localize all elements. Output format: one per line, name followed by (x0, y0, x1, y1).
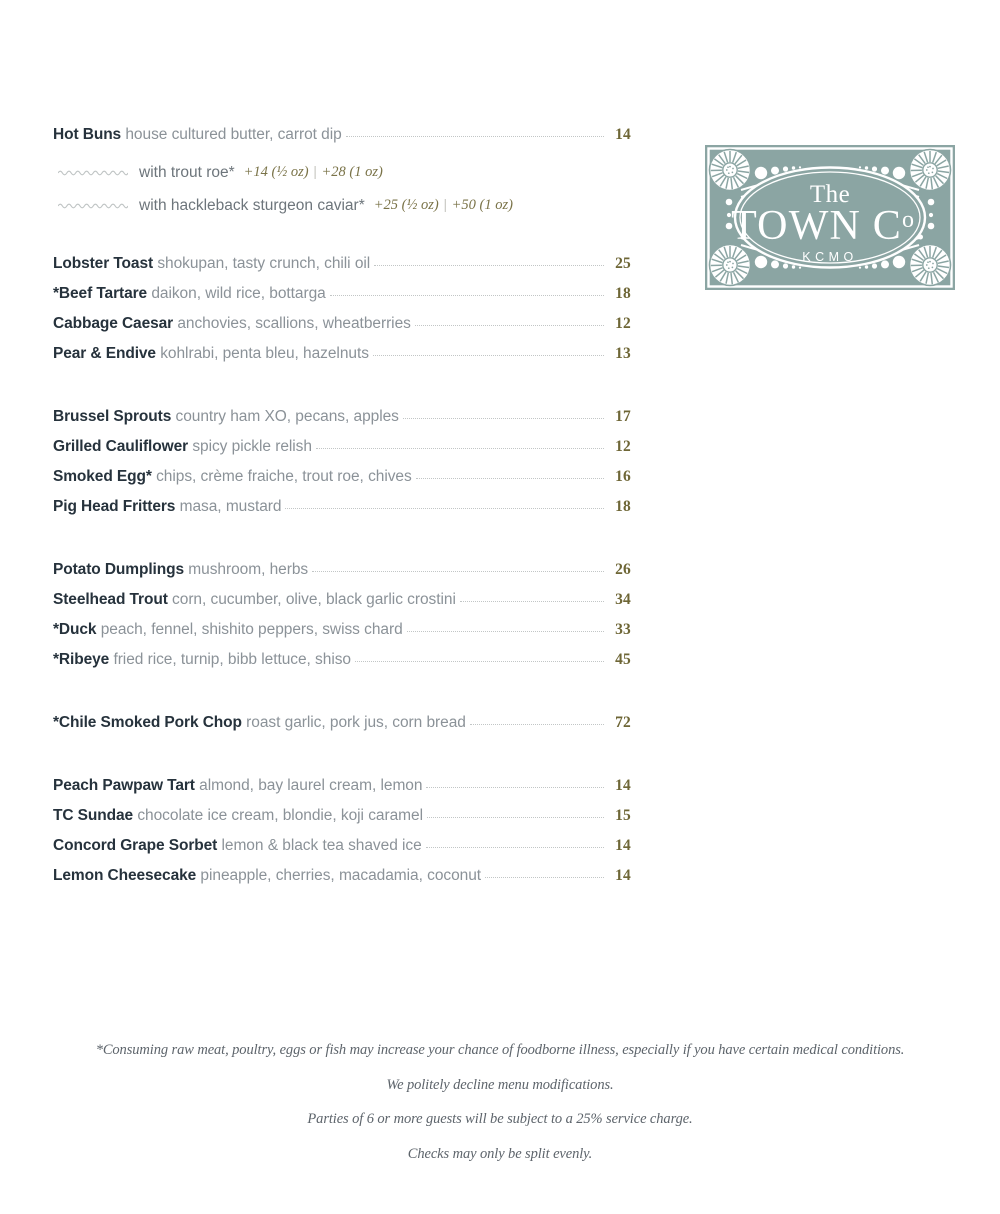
menu-item-description: chips, crème fraiche, trout roe, chives (156, 468, 412, 485)
menu-item-text (53, 714, 466, 732)
menu-item[interactable] (53, 621, 631, 651)
menu-item-text (53, 345, 369, 363)
menu-item-description: fried rice, turnip, bibb lettuce, shiso (113, 651, 351, 668)
menu-item-price: 14 (615, 837, 631, 854)
menu-item-description: pineapple, cherries, macadamia, coconut (200, 867, 482, 884)
menu-item-name: *Ribeye (53, 651, 110, 668)
menu-item-description: roast garlic, pork jus, corn bread (246, 714, 466, 731)
menu-item-text (53, 285, 326, 303)
menu-item[interactable] (53, 285, 631, 315)
menu-item-addon[interactable] (53, 156, 631, 189)
menu-item-name: Lobster Toast (53, 255, 154, 272)
town-co-logo (705, 145, 955, 290)
menu-item[interactable] (53, 498, 631, 528)
menu-item-price: 12 (615, 438, 631, 455)
menu-item-price: 72 (615, 714, 631, 731)
menu-item[interactable] (53, 561, 631, 591)
footer-note: We politely decline menu modifications. (386, 1076, 614, 1093)
menu-item-price: 15 (615, 807, 631, 824)
menu-item-price: 14 (615, 867, 631, 884)
menu-section-starters (53, 255, 631, 375)
menu-item-text (53, 315, 411, 333)
menu-item-description: shokupan, tasty crunch, chili oil (157, 255, 371, 272)
menu-item[interactable] (53, 651, 631, 681)
leader-dots (485, 876, 604, 878)
logo-artwork (705, 145, 955, 290)
menu-item-name: Brussel Sprouts (53, 408, 172, 425)
menu-item-description: daikon, wild rice, bottarga (151, 285, 326, 302)
menu-item-description: lemon & black tea shaved ice (221, 837, 422, 854)
leader-dots (460, 600, 604, 602)
leader-dots (416, 477, 604, 479)
addon-prices (374, 197, 513, 214)
addon-label: with hackleback sturgeon caviar* (139, 196, 365, 214)
menu-item-name: Concord Grape Sorbet (53, 837, 218, 854)
menu-item-price: 14 (615, 126, 631, 143)
logo-line-kcmo: KCMO (802, 250, 858, 264)
menu-item-text (53, 777, 422, 795)
menu-item-text (53, 438, 312, 456)
menu-item[interactable] (53, 345, 631, 375)
menu-item[interactable] (53, 591, 631, 621)
menu-item-name: Smoked Egg* (53, 468, 152, 485)
menu-item-description: masa, mustard (179, 498, 282, 515)
menu-section-large-format (53, 714, 631, 744)
leader-dots (415, 324, 604, 326)
menu-item-name: Hot Buns (53, 126, 122, 143)
menu-item-price: 26 (615, 561, 631, 578)
menu-item-name: TC Sundae (53, 807, 134, 824)
footer-note: Parties of 6 or more guests will be subject to a 25% service charge. (307, 1111, 693, 1127)
menu-item-price: 45 (615, 651, 631, 668)
addon-price-half: +25 (½ oz) (373, 197, 439, 213)
menu-item-price: 14 (615, 777, 631, 794)
menu-item-text (53, 255, 370, 273)
menu-item[interactable] (53, 255, 631, 285)
menu-item[interactable] (53, 777, 631, 807)
menu-item-description: mushroom, herbs (188, 561, 309, 578)
menu-item-text (53, 837, 422, 855)
menu-item[interactable] (53, 408, 631, 438)
leader-dots (470, 723, 604, 725)
addon-label: with trout roe* (139, 163, 235, 181)
menu-item-price: 16 (615, 468, 631, 485)
menu-item-text (53, 468, 412, 486)
menu-item-description: spicy pickle relish (192, 438, 312, 455)
menu-item[interactable] (53, 468, 631, 498)
menu-item-name: Steelhead Trout (53, 591, 168, 608)
menu-item-description: house cultured butter, carrot dip (125, 126, 342, 143)
menu-item-price: 18 (615, 285, 631, 302)
leader-dots (330, 294, 604, 296)
menu-item-price: 12 (615, 315, 631, 332)
menu-item[interactable] (53, 315, 631, 345)
leader-dots (346, 135, 604, 137)
addon-separator: | (443, 197, 447, 213)
footer-note: *Consuming raw meat, poultry, eggs or fish may increase your chance of foodborne illness, especially if you have certain medical conditions. (95, 1042, 905, 1058)
menu-footer-notes (0, 1043, 1000, 1161)
menu-item-description: country ham XO, pecans, apples (175, 408, 399, 425)
logo-line-town-co: TOWN $C^o$. (731, 203, 927, 249)
menu-item-text (53, 591, 456, 609)
menu-item-name: Grilled Cauliflower (53, 438, 189, 455)
menu-list (53, 126, 631, 897)
leader-dots (426, 846, 604, 848)
menu-item-text (53, 807, 423, 825)
leader-dots (403, 417, 604, 419)
menu-item[interactable] (53, 126, 631, 156)
menu-item[interactable] (53, 714, 631, 744)
menu-item-name: Cabbage Caesar (53, 315, 174, 332)
menu-item-price: 13 (615, 345, 631, 362)
menu-item-name: Pig Head Fritters (53, 498, 176, 515)
menu-item[interactable] (53, 807, 631, 837)
leader-dots (285, 507, 604, 509)
leader-dots (355, 660, 604, 662)
squiggle-icon (58, 168, 128, 178)
menu-item-name: Lemon Cheesecake (53, 867, 197, 884)
menu-section-snacks (53, 126, 631, 222)
menu-item-price: 17 (615, 408, 631, 425)
addon-price-full: +50 (1 oz) (451, 197, 513, 213)
menu-item[interactable] (53, 867, 631, 897)
menu-item-price: 34 (615, 591, 631, 608)
menu-item-text (53, 867, 481, 885)
menu-item[interactable] (53, 837, 631, 867)
menu-item-description: chocolate ice cream, blondie, koji caramel (137, 807, 423, 824)
menu-item-name: *Duck (53, 621, 97, 638)
leader-dots (374, 264, 604, 266)
menu-item-price: 18 (615, 498, 631, 515)
menu-item-text (53, 651, 351, 669)
menu-item-text (53, 408, 399, 426)
leader-dots (427, 816, 604, 818)
menu-item[interactable] (53, 438, 631, 468)
leader-dots (426, 786, 604, 788)
menu-item-text (53, 126, 342, 144)
leader-dots (312, 570, 604, 572)
menu-item-text (53, 561, 308, 579)
menu-item-price: 25 (615, 255, 631, 272)
menu-item-text (53, 498, 281, 516)
footer-note: Checks may only be split evenly. (407, 1145, 593, 1162)
menu-item-description: peach, fennel, shishito peppers, swiss chard (100, 621, 403, 638)
logo-line-the: The (809, 181, 851, 208)
addon-prices (244, 164, 383, 181)
menu-item-text (53, 621, 403, 639)
squiggle-icon (58, 201, 128, 211)
addon-price-full: +28 (1 oz) (321, 164, 383, 180)
addon-price-half: +14 (½ oz) (243, 164, 309, 180)
menu-item-name: Peach Pawpaw Tart (53, 777, 195, 794)
menu-section-vegetables (53, 408, 631, 528)
menu-section-desserts (53, 777, 631, 897)
menu-item-description: corn, cucumber, olive, black garlic crostini (172, 591, 456, 608)
menu-item-name: Potato Dumplings (53, 561, 185, 578)
menu-item-name: Pear & Endive (53, 345, 156, 362)
menu-item-addon[interactable] (53, 189, 631, 222)
menu-item-name: *Beef Tartare (53, 285, 148, 302)
leader-dots (373, 354, 604, 356)
menu-item-price: 33 (615, 621, 631, 638)
leader-dots (316, 447, 604, 449)
addon-separator: | (313, 164, 317, 180)
leader-dots (407, 630, 604, 632)
menu-item-description: almond, bay laurel cream, lemon (199, 777, 423, 794)
menu-item-name: *Chile Smoked Pork Chop (53, 714, 242, 731)
menu-item-description: anchovies, scallions, wheatberries (177, 315, 411, 332)
menu-section-mains (53, 561, 631, 681)
menu-item-description: kohlrabi, penta bleu, hazelnuts (160, 345, 369, 362)
